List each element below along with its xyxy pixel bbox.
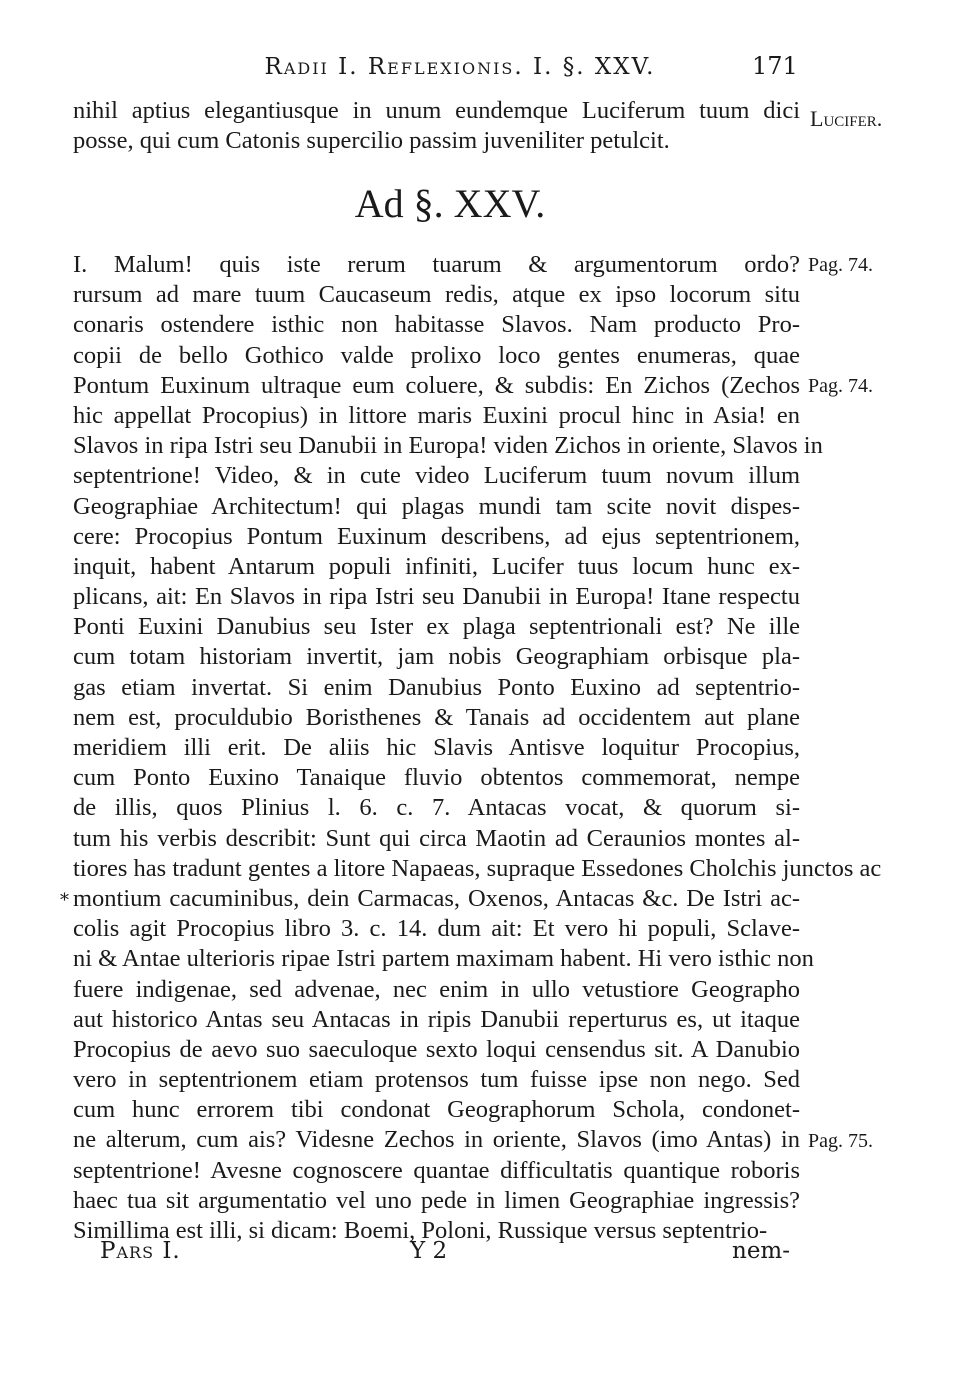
text-line: gas etiam invertat. Si enim Danubius Ponto Euxino ad septentrio- xyxy=(73,673,800,701)
text-line: septentrione! Video, & in cute video Luciferum tuum novum illum xyxy=(73,462,800,490)
text-line: cum Ponto Euxino Tanaique fluvio obtentos commemorat, nempe xyxy=(73,764,800,792)
text-line: aut historico Antas seu Antacas in ripis Danubii reperturus es, ut itaque xyxy=(73,1005,800,1033)
margin-page-ref: Pag. 74. xyxy=(808,374,873,397)
text-line: montium cacuminibus, dein Carmacas, Oxenos, Antacas &c. De Istri ac- xyxy=(73,884,800,912)
text-line: haec tua sit argumentatio vel uno pede in limen Geographiae ingressis? xyxy=(73,1186,800,1214)
text-line: Simillima est illi, si dicam: Boemi, Poloni, Russique versus septentrio- xyxy=(73,1217,768,1244)
text-line: ne alterum, cum ais? Videsne Zechos in oriente, Slavos (imo Antas) in xyxy=(73,1126,800,1154)
margin-page-ref: Pag. 75. xyxy=(808,1129,873,1152)
intro-paragraph xyxy=(73,96,800,156)
text-line: tiores has tradunt gentes a litore Napaeas, supraque Essedones Cholchis junctos ac xyxy=(73,854,882,882)
footer-catchword: nem- xyxy=(732,1238,791,1264)
text-line: posse, qui cum Catonis supercilio passim juveniliter petulcit. xyxy=(73,127,670,155)
text-line: Ponti Euxini Danubius seu Ister ex plaga septentrionali est? Ne ille xyxy=(73,613,800,641)
text-line: Pontum Euxinum ultraque eum coluere, & subdis: En Zichos (Zechos xyxy=(73,371,800,399)
text-line: cere: Procopius Pontum Euxinum describens, ad ejus septentrionem, xyxy=(73,522,800,550)
text-line: fuere indigenae, sed advenae, nec enim in ullo vetustiore Geographo xyxy=(73,975,800,1003)
text-line: Procopius de aevo suo saeculoque sexto loqui censendus sit. A Danubio xyxy=(73,1035,800,1063)
text-line: septentrione! Avesne cognoscere quantae difficultatis quantique roboris xyxy=(73,1156,800,1184)
text-line: meridiem illi erit. De aliis hic Slavis Antisve loquitur Procopius, xyxy=(73,734,800,761)
text-line: vero in septentrionem etiam protensos tum fuisse ipse non nego. Sed xyxy=(73,1066,800,1094)
text-line: tum his verbis describit: Sunt qui circa Maotin ad Ceraunios montes al- xyxy=(73,824,800,852)
text-line: rursum ad mare tuum Caucaseum redis, atque ex ipso locorum situ xyxy=(73,281,800,309)
text-line: copii de bello Gothico valde prolixo loco gentes enumeras, quae xyxy=(73,341,800,369)
text-line: cum totam historiam invertit, jam nobis Geographiam orbisque pla- xyxy=(73,643,800,671)
margin-note-lucifer: Lucifer. xyxy=(810,106,883,131)
star-mark: * xyxy=(60,890,69,911)
section-heading: Ad §. XXV. xyxy=(354,181,546,226)
footer-signature: Y 2 xyxy=(410,1238,448,1264)
text-line: Geographiae Architectum! qui plagas mundi tam scite novit dispes- xyxy=(73,492,800,520)
footer-part: Pars I. xyxy=(100,1238,181,1264)
text-line: I. Malum! quis iste rerum tuarum & argumentorum ordo? xyxy=(73,251,800,278)
text-line: nem est, proculdubio Boristhenes & Tanais ad occidentem aut plane xyxy=(73,703,800,731)
margin-page-ref: Pag. 74. xyxy=(808,254,873,276)
text-line: cum hunc errorem tibi condonat Geographorum Schola, condonet- xyxy=(73,1096,800,1124)
text-line: conaris ostendere isthic non habitasse Slavos. Nam producto Pro- xyxy=(73,311,800,339)
text-line: ni & Antae ulterioris ripae Istri partem maximam habent. Hi vero isthic non xyxy=(73,945,814,973)
text-line: plicans, ait: En Slavos in ripa Istri seu Danubii in Europa! Itane respectu xyxy=(73,583,800,611)
running-head: Radii I. Reflexionis. I. §. XXV. xyxy=(264,54,656,80)
text-line: hic appellat Procopius) in littore maris Euxini procul hinc in Asia! en xyxy=(73,401,800,429)
text-line: colis agit Procopius libro 3. c. 14. dum ait: Et vero hi populi, Sclave- xyxy=(73,915,800,943)
text-line: inquit, habent Antarum populi infiniti, Lucifer tuus locum hunc ex- xyxy=(73,552,800,580)
text-line: Slavos in ripa Istri seu Danubii in Europa! viden Zichos in oriente, Slavos in xyxy=(73,432,823,460)
text-line: nihil aptius elegantiusque in unum eundemque Luciferum tuum dici xyxy=(73,97,800,124)
text-line: de illis, quos Plinius l. 6. c. 7. Antacas vocat, & quorum si- xyxy=(73,794,800,822)
page-number: 171 xyxy=(752,52,798,80)
